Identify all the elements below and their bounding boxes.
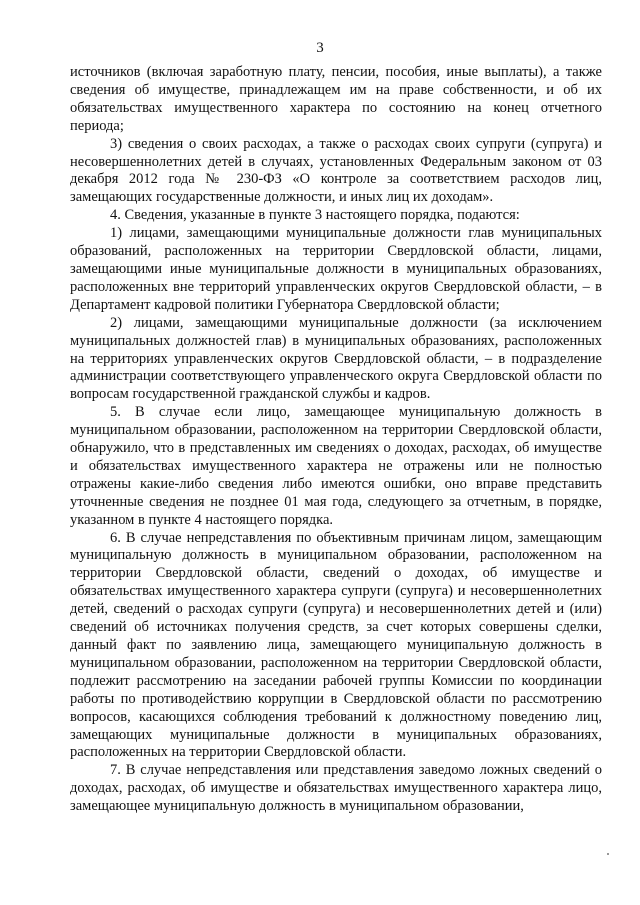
page-number: 3 [316, 40, 324, 56]
document-body [70, 64, 602, 816]
paragraph-item-1-department: 1) лицами, замещающими муниципальные должности глав муниципальных образований, расположенных на территории Свердловской области, лицами, замещающими иные муниципальные должности в муниципальных образованиях, расположенных вне территорий управленческих округов Свердловской области, – в Департамент кадровой политики Губернатора Свердловской области; [70, 225, 602, 313]
scan-speck [607, 853, 609, 855]
paragraph-item-3-expenses: 3) сведения о своих расходах, а также о расходах своих супруги (супруга) и несовершеннолетних детей в случаях, установленных Федеральным законом от 03 декабря 2012 года № 230-ФЗ «О контроле за соответствием расходов лиц, замещающих государственные должности, и иных лиц их доходам». [70, 135, 602, 206]
paragraph-point-5: 5. В случае если лицо, замещающее муниципальную должность в муниципальном образовании, расположенном на территории Свердловской области, обнаружило, что в представленных им сведениях о доходах, расходах, об имуществе и обязательствах имущественного характера не отражены или не полностью отражены какие-либо сведения либо имеются ошибки, оно вправе представить уточненные сведения не позднее 01 мая года, следующего за отчетным, в порядке, указанном в пункте 4 настоящего порядка. [70, 404, 602, 528]
paragraph-item-2-administration: 2) лицами, замещающими муниципальные должности (за исключением муниципальных должностей глав) в муниципальных образованиях, расположенных на территориях управленческих округов Свердловской области, – в подразделение администрации соответствующего управленческого округа Свердловской области по вопросам государственной гражданской службы и кадров. [70, 314, 602, 403]
paragraph-point-6: 6. В случае непредставления по объективным причинам лицом, замещающим муниципальную должность в муниципальном образовании, расположенном на территории Свердловской области, сведений о доходах, об имуществе и обязательствах имущественного характера супруги (супруга) и несовершеннолетних детей, сведений о расходах супруги (супруга) и несовершеннолетних детей и (или) сведений об источниках получения средств, за счет которых совершены сделки, данный факт по заявлению лица, замещающего муниципальную должность в муниципальном образовании, расположенном на территории Свердловской области, подлежит рассмотрению на заседании рабочей группы Комиссии по координации работы по противодействию коррупции в Свердловской области по рассмотрению вопросов, касающихся соблюдения требований к должностному поведению лиц, замещающих муниципальные должности в муниципальных образованиях, расположенных на территории Свердловской области. [70, 529, 602, 761]
paragraph-point-4: 4. Сведения, указанные в пункте 3 настоящего порядка, подаются: [110, 207, 520, 224]
paragraph-point-7: 7. В случае непредставления или представления заведомо ложных сведений о доходах, расходах, об имуществе и обязательствах имущественного характера лицо, замещающее муниципальную должность в муниципальном образовании, [70, 762, 602, 815]
paragraph-continuation: источников (включая заработную плату, пенсии, пособия, иные выплаты), а также сведения об имуществе, принадлежащем им на праве собственности, и об их обязательствах имущественного характера по состоянию на конец отчетного периода; [70, 64, 602, 134]
